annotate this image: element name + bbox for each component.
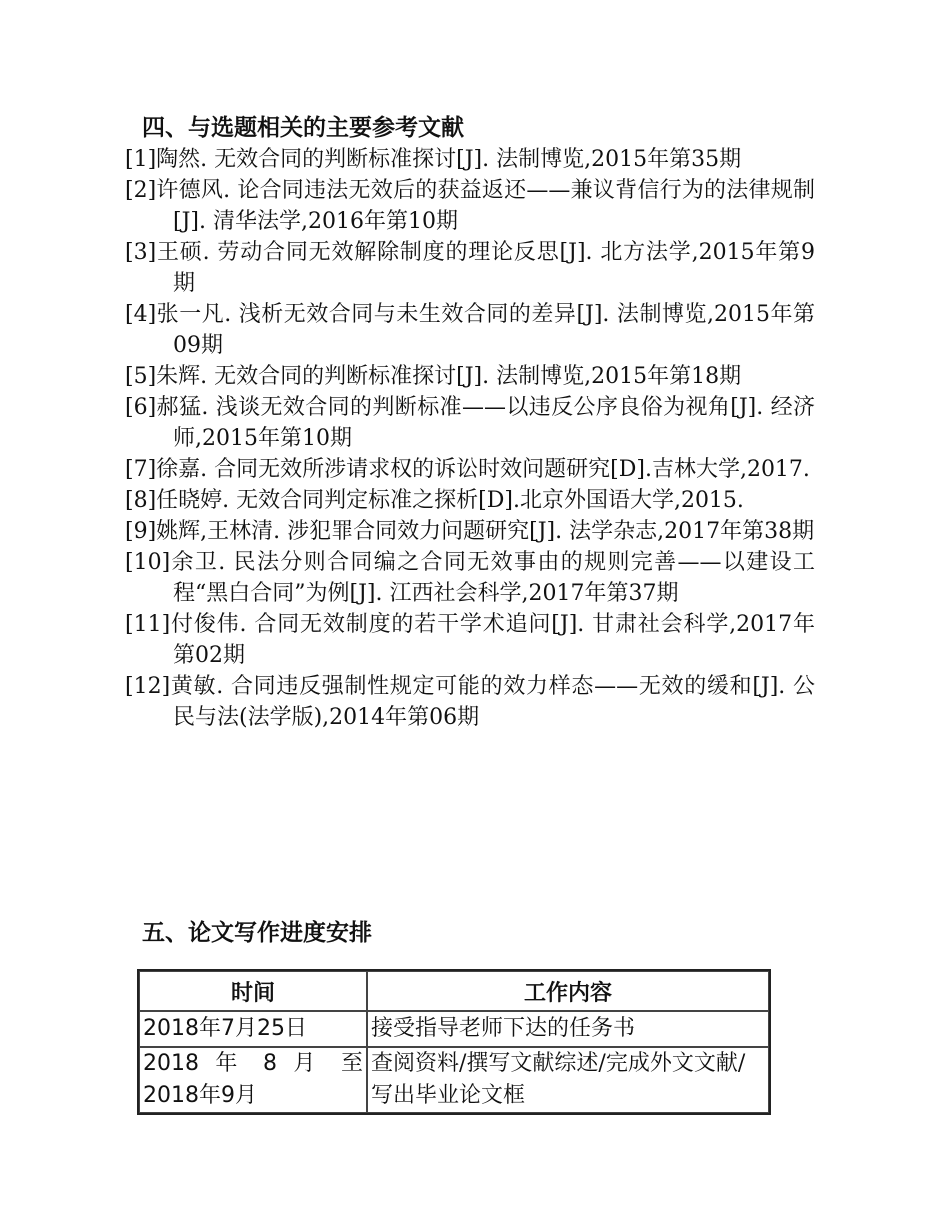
table-cell-work: 接受指导老师下达的任务书 xyxy=(367,1011,769,1047)
column-header-work: 工作内容 xyxy=(367,971,769,1011)
table-cell-time: 2018 年 8 月 至 2018年9月 xyxy=(139,1047,367,1113)
table-cell-work: 查阅资料/撰写文献综述/完成外文文献/写出毕业论文框 xyxy=(367,1047,769,1113)
reference-item: [5]朱辉. 无效合同的判断标准探讨[J]. 法制博览,2015年第18期 xyxy=(125,364,742,389)
reference-item: [9]姚辉,王林清. 涉犯罪合同效力问题研究[J]. 法学杂志,2017年第38期 xyxy=(125,519,815,544)
reference-list xyxy=(125,144,815,733)
table-header-row xyxy=(139,971,769,1011)
table-cell-time: 2018年7月25日 xyxy=(139,1011,367,1047)
reference-item: [12]黄敏. 合同违反强制性规定可能的效力样态——无效的缓和[J]. 公民与法(法学版),2014年第06期 xyxy=(125,674,815,730)
reference-item: [11]付俊伟. 合同无效制度的若干学术追问[J]. 甘肃社会科学,2017年第02期 xyxy=(125,612,815,668)
reference-item: [4]张一凡. 浅析无效合同与未生效合同的差异[J]. 法制博览,2015年第09期 xyxy=(125,302,815,358)
table-row xyxy=(139,1047,769,1113)
table-row xyxy=(139,1011,769,1047)
reference-item: [10]余卫. 民法分则合同编之合同无效事由的规则完善——以建设工程“黑白合同”为例[J]. 江西社会科学,2017年第37期 xyxy=(125,550,815,606)
reference-item: [3]王硕. 劳动合同无效解除制度的理论反思[J]. 北方法学,2015年第9期 xyxy=(125,240,815,296)
schedule-table xyxy=(137,969,771,1115)
reference-item: [2]许德风. 论合同违法无效后的获益返还——兼议背信行为的法律规制[J]. 清华法学,2016年第10期 xyxy=(125,178,815,234)
reference-item: [7]徐嘉. 合同无效所涉请求权的诉讼时效问题研究[D].吉林大学,2017. xyxy=(125,457,810,482)
reference-item: [8]任晓婷. 无效合同判定标准之探析[D].北京外国语大学,2015. xyxy=(125,488,744,513)
section-heading-schedule: 五、论文写作进度安排 xyxy=(142,920,372,946)
reference-item: [1]陶然. 无效合同的判断标准探讨[J]. 法制博览,2015年第35期 xyxy=(125,147,742,172)
reference-item: [6]郝猛. 浅谈无效合同的判断标准——以违反公序良俗为视角[J]. 经济师,2015年第10期 xyxy=(125,395,815,451)
column-header-time: 时间 xyxy=(139,971,367,1011)
section-heading-references: 四、与选题相关的主要参考文献 xyxy=(142,115,464,141)
